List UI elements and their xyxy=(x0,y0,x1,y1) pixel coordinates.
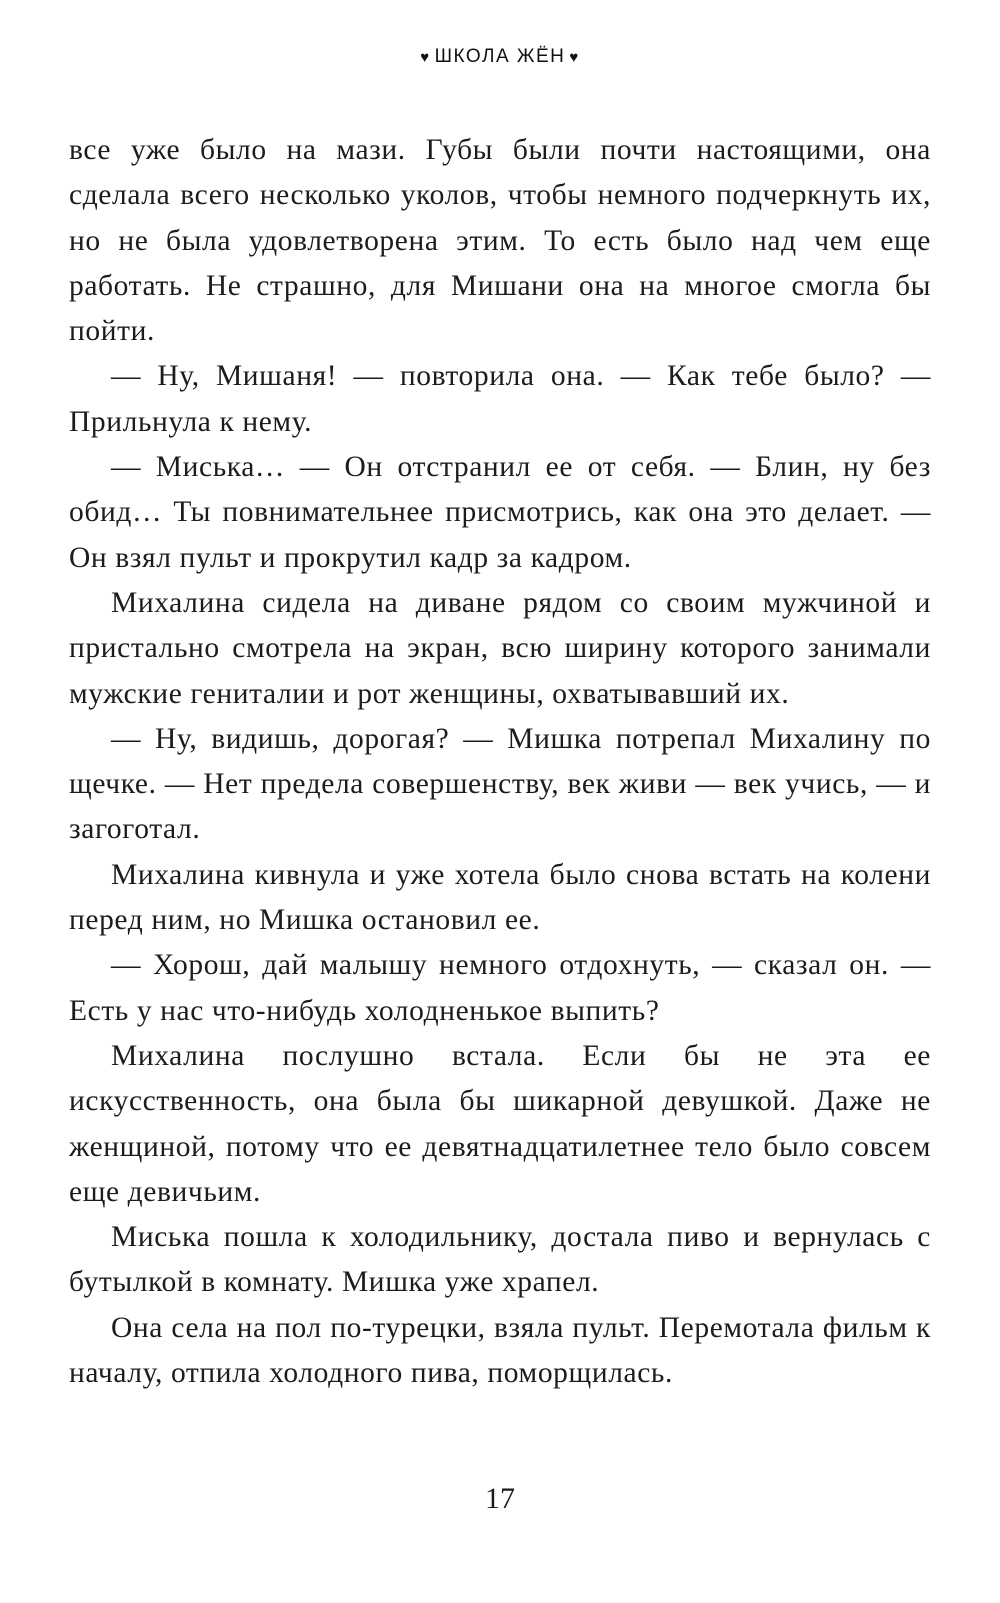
paragraph: — Ну, Мишаня! — повторила она. — Как тебе было? — Прильнула к нему. xyxy=(69,360,931,438)
running-header xyxy=(0,46,1000,68)
paragraph: — Хорош, дай малышу немного отдохнуть, — сказал он. — Есть у нас что-нибудь холодненькое выпить? xyxy=(69,949,931,1027)
paragraph: Она села на пол по-турецки, взяла пульт. Перемотала фильм к началу, отпила холодного пива, поморщилась. xyxy=(69,1311,931,1390)
paragraph: Михалина кивнула и уже хотела было снова встать на колени перед ним, но Мишка остановил ее. xyxy=(69,858,931,937)
paragraph: Миська пошла к холодильнику, достала пиво и вернулась с бутылкой в комнату. Мишка уже храпел. xyxy=(69,1221,931,1299)
page-number: 17 xyxy=(485,1482,515,1515)
header-title: ШКОЛА ЖЁН xyxy=(434,46,566,67)
paragraph: Михалина послушно встала. Если бы не эта ее искусственность, она была бы шикарной девушкой. Даже не женщиной, потому что ее девятнадцатилетнее тело было совсем еще девичьим. xyxy=(69,1039,931,1208)
paragraph: — Миська… — Он отстранил ее от себя. — Блин, ну без обид… Ты повнимательнее присмотрись, как она это делает. — Он взял пульт и прокрутил кадр за кадром. xyxy=(69,451,931,574)
paragraph: все уже было на мази. Губы были почти настоящими, она сделала всего несколько уколов, чтобы немного подчеркнуть их, но не была удовлетворена этим. То есть было над чем еще работать. Не страшно, для Мишани она на многое смогла бы пойти. xyxy=(69,134,931,348)
heart-icon: ♥ xyxy=(420,49,431,66)
page-body xyxy=(69,128,931,1396)
heart-icon: ♥ xyxy=(569,49,580,66)
paragraph: — Ну, видишь, дорогая? — Мишка потрепал Михалину по щечке. — Нет предела совершенству, век живи — век учись, — и загоготал. xyxy=(69,722,931,846)
paragraph: Михалина сидела на диване рядом со своим мужчиной и пристально смотрела на экран, всю ширину которого занимали мужские гениталии и рот женщины, охватывавший их. xyxy=(69,586,931,710)
